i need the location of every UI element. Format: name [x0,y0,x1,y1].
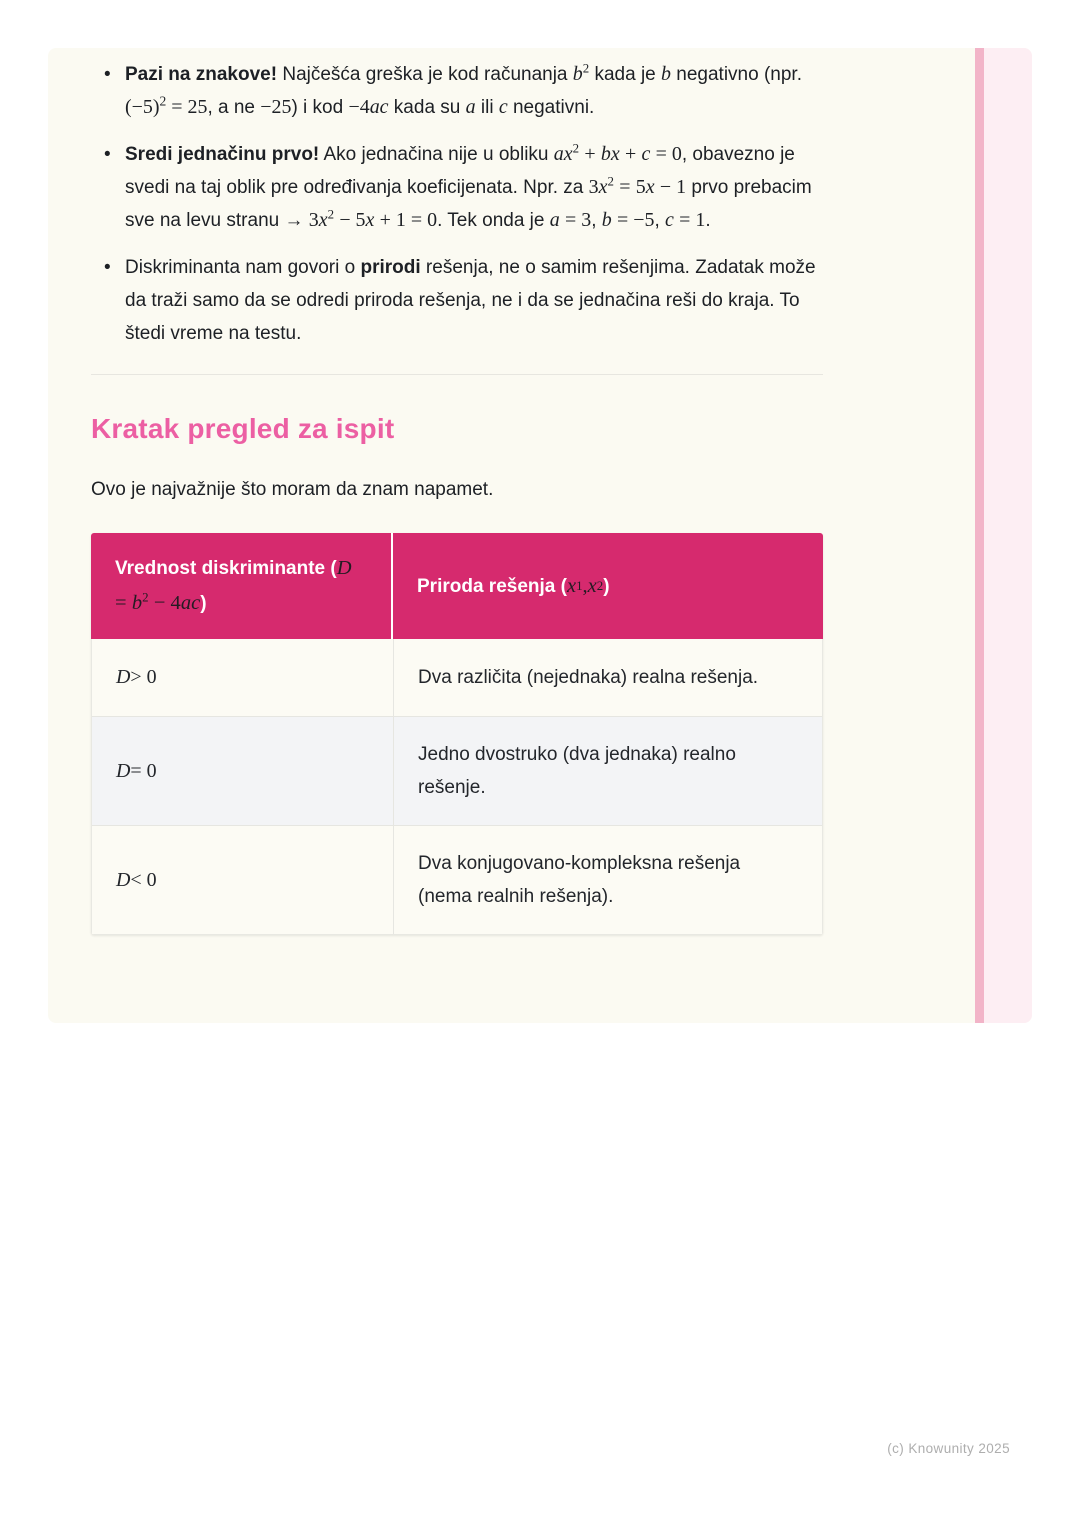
table-header-row [91,533,823,639]
cell-description: Dva konjugovano-kompleksna rešenja (nema realnih rešenja). [418,853,741,907]
list-item-arrange-equation: • Sredi jednačinu prvo! Ako jednačina nije u obliku $ax^2$ + bx + c = 0, obavezno je svedi na taj oblik pre određivanja koeficijenata. Npr. za $3x^2 = 5x - 1$ prvo prebacim sve na levu stranu → $3x^2 - 5x + 1 = 0$. Tek onda je a = 3, b = −5, c = 1. [91,138,823,237]
accent-stripe [975,48,984,1023]
document-page-card [48,48,1032,1023]
discriminant-table [91,533,823,935]
accent-band [984,48,1032,1023]
page-content [91,58,823,935]
list-item-signs: • Pazi na znakove! Najčešća greška je kod računanja $b^2$ kada je b negativno (npr. $(-5)^2 = 25$, a ne −25) i kod −4ac kada su a ili c negativni. [91,58,823,124]
notes-list [91,58,823,350]
table-row-d-positive [92,639,822,716]
cell-condition: D = 0 [92,717,394,825]
section-intro: Ovo je najvažnije što moram da znam napamet. [91,479,494,500]
cell-description: Dva različita (nejednaka) realna rešenja. [418,667,759,688]
table-body [91,639,823,935]
section-divider [91,374,823,375]
cell-condition: D > 0 [92,639,394,716]
cell-condition: D < 0 [92,826,394,934]
header-cell-nature: Priroda rešenja ( x 1 , x 2 ) [417,574,610,597]
header-cell-discriminant: Vrednost diskriminante $(D = b^2 - 4ac)$ [91,533,393,639]
section-title: Kratak pregled za ispit [91,413,395,444]
copyright-note: (c) Knowunity 2025 [887,1441,1010,1456]
table-row-d-zero [92,716,822,825]
cell-description: Jedno dvostruko (dva jednaka) realno rešenje. [418,744,736,798]
list-item-discriminant-nature: • Diskriminanta nam govori o prirodi rešenja, ne o samim rešenjima. Zadatak može da traži samo da se odredi priroda rešenja, ne i da se jednačina reši do kraja. To štedi vreme na testu. [91,251,823,350]
table-row-d-negative [92,825,822,934]
